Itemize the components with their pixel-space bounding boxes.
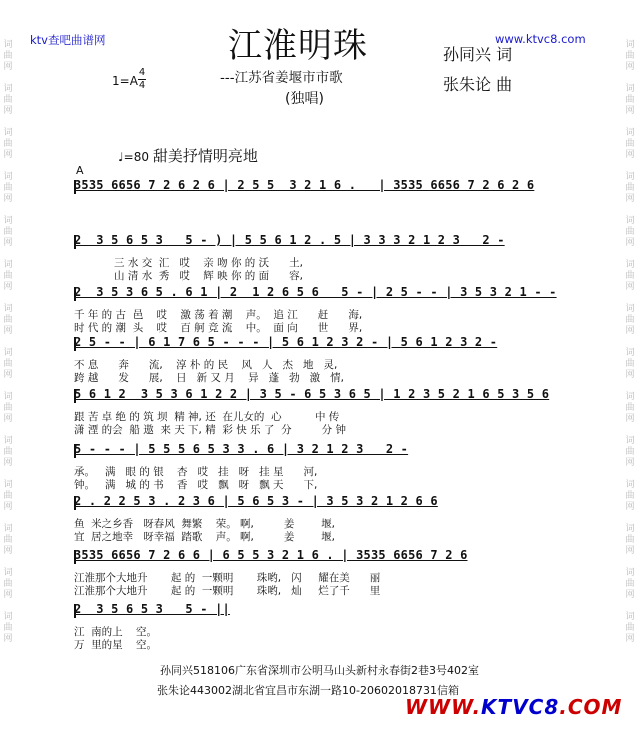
side-watermark-left: [2, 40, 14, 645]
side-watermark-char: 词: [3, 304, 13, 314]
side-watermark-char: 曲: [625, 95, 635, 105]
composer: 张朱论 曲: [443, 75, 513, 94]
side-watermark-char: [624, 117, 636, 128]
side-watermark-char: 网: [3, 326, 13, 336]
side-watermark-char: 曲: [625, 51, 635, 61]
side-watermark-char: 网: [3, 634, 13, 644]
side-watermark-char: 网: [625, 62, 635, 72]
side-watermark-char: [2, 469, 14, 480]
lyric-line: 承。 满 眼 的 银 杏 哎 挂 呀 挂 星 河,: [74, 466, 318, 478]
time-bottom: 4: [138, 80, 146, 91]
side-watermark-char: 曲: [625, 623, 635, 633]
side-watermark-char: 词: [3, 612, 13, 622]
side-watermark-char: 曲: [625, 447, 635, 457]
side-watermark-char: [624, 293, 636, 304]
side-watermark-char: 曲: [625, 359, 635, 369]
side-watermark-char: 曲: [625, 579, 635, 589]
side-watermark-char: 网: [625, 194, 635, 204]
footer-line-1: 孙同兴518106广东省深圳市公明马山头新村永春街2巷3号402室: [160, 664, 479, 677]
side-watermark-char: [624, 425, 636, 436]
lyric-line: 钟。 满 城 的 书 香 哎 飘 呀 飘 天 下,: [74, 479, 318, 491]
key-signature: 1=A: [112, 74, 138, 88]
time-top: 4: [138, 67, 146, 78]
side-watermark-char: [624, 205, 636, 216]
side-watermark-char: 词: [3, 348, 13, 358]
side-watermark-char: [2, 73, 14, 84]
side-watermark-char: 网: [3, 62, 13, 72]
side-watermark-char: 曲: [3, 623, 13, 633]
lyric-line: 江 南的上 空。: [74, 626, 158, 638]
watermark-www: WWW.: [405, 695, 482, 719]
side-watermark-char: [624, 513, 636, 524]
notation-row: 2 3 5 3 6 5 . 6 1 | 2 1 2 6 5 6 5 - | 2 5 - - | 3 5 3 2 1 - -: [74, 285, 557, 299]
side-watermark-char: 网: [625, 106, 635, 116]
watermark-ktv: KTVC8: [481, 695, 560, 719]
lyric-line: 潇 湮 的会 船 遨 来 天 下, 精 彩 快 乐 了 分 分 钟: [74, 424, 346, 436]
lyric-line: 江淮那个大地升 起 的 一颗明 珠哟, 闪 耀在美 丽: [74, 572, 381, 584]
lyric-line: 时 代 的 潮 头 哎 百 舸 竞 流 中。 面 向 世 界,: [74, 322, 363, 334]
side-watermark-char: 词: [625, 568, 635, 578]
side-watermark-char: 曲: [3, 535, 13, 545]
side-watermark-char: 网: [625, 546, 635, 556]
side-watermark-char: 词: [3, 128, 13, 138]
side-watermark-char: 网: [3, 458, 13, 468]
side-watermark-char: 曲: [625, 227, 635, 237]
side-watermark-char: 曲: [625, 183, 635, 193]
lyric-line: 万 里的星 空。: [74, 639, 158, 651]
notation-row: 2 3 5 6 5 3 5 - ) | 5 5 6 1 2 . 5 | 3 3 3 2 1 2 3 2 -: [74, 233, 505, 247]
side-watermark-char: [2, 425, 14, 436]
side-watermark-char: 曲: [625, 271, 635, 281]
side-watermark-char: 曲: [625, 139, 635, 149]
side-watermark-char: 曲: [3, 315, 13, 325]
side-watermark-char: 曲: [3, 447, 13, 457]
side-watermark-char: 网: [625, 238, 635, 248]
side-watermark-char: 曲: [3, 51, 13, 61]
side-watermark-char: [624, 557, 636, 568]
section-marker: A: [76, 164, 84, 177]
side-watermark-char: 词: [3, 216, 13, 226]
side-watermark-char: 网: [3, 546, 13, 556]
side-watermark-char: 词: [3, 260, 13, 270]
side-watermark-char: 词: [625, 260, 635, 270]
side-watermark-char: 词: [625, 348, 635, 358]
lyric-line: 宜 居之地幸 呀幸福 踏歌 声。 啊, 姜 堰,: [74, 531, 335, 543]
side-watermark-char: 词: [625, 128, 635, 138]
side-watermark-char: 词: [625, 216, 635, 226]
side-watermark-char: 曲: [3, 359, 13, 369]
side-watermark-char: 词: [625, 40, 635, 50]
side-watermark-char: 词: [625, 436, 635, 446]
side-watermark-char: 词: [3, 40, 13, 50]
notation-row: 3535 6656 7 2 6 2 6 | 2 5 5 3 2 1 6 . | 3535 6656 7 2 6 2 6: [74, 178, 535, 192]
side-watermark-char: [2, 117, 14, 128]
side-watermark-char: 曲: [3, 491, 13, 501]
side-watermark-char: 网: [625, 590, 635, 600]
side-watermark-char: 曲: [625, 315, 635, 325]
side-watermark-char: [624, 601, 636, 612]
tempo-mark: ♩=80: [118, 150, 149, 164]
lyric-line: 山 清 水 秀 哎 辉 映 你 的 面 容,: [74, 270, 303, 282]
side-watermark-char: 网: [3, 106, 13, 116]
side-watermark-char: [2, 293, 14, 304]
side-watermark-char: 词: [625, 84, 635, 94]
side-watermark-char: 词: [625, 480, 635, 490]
side-watermark-char: 词: [625, 304, 635, 314]
notation-row: 2 5 - - | 6 1 7 6 5 - - - | 5 6 1 2 3 2 - | 5 6 1 2 3 2 -: [74, 335, 498, 349]
lyric-line: 鱼 米之乡香 呀春风 舞繁 荣。 啊, 姜 堰,: [74, 518, 335, 530]
side-watermark-char: 词: [3, 568, 13, 578]
notation-row: 5 - - - | 5 5 5 6 5 3 3 . 6 | 3 2 1 2 3 2 -: [74, 442, 409, 456]
side-watermark-char: 网: [3, 194, 13, 204]
side-watermark-char: 网: [3, 414, 13, 424]
side-watermark-char: 词: [3, 392, 13, 402]
side-watermark-char: [624, 337, 636, 348]
side-watermark-char: 词: [3, 436, 13, 446]
side-watermark-char: 网: [625, 414, 635, 424]
side-watermark-char: 曲: [625, 403, 635, 413]
side-watermark-char: 曲: [3, 183, 13, 193]
side-watermark-char: 曲: [3, 95, 13, 105]
side-watermark-char: 网: [625, 326, 635, 336]
side-watermark-char: 词: [3, 524, 13, 534]
side-watermark-char: 曲: [625, 491, 635, 501]
lyric-line: 跟 苦 卓 绝 的 筑 坝 精 神, 还 在儿女的 心 中 传: [74, 411, 340, 423]
side-watermark-char: 曲: [3, 227, 13, 237]
side-watermark-char: 曲: [625, 535, 635, 545]
side-watermark-char: [2, 381, 14, 392]
lyric-line: 不 息 奔 流, 淳 朴 的 民 风 人 杰 地 灵,: [74, 359, 338, 371]
expression-mark: 甜美抒情明亮地: [152, 147, 258, 165]
side-watermark-char: 词: [625, 172, 635, 182]
side-watermark-char: 词: [3, 84, 13, 94]
subtitle: ---江苏省姜堰市市歌: [220, 70, 343, 86]
side-watermark-char: 网: [625, 458, 635, 468]
side-watermark-char: [2, 601, 14, 612]
side-watermark-char: 网: [625, 282, 635, 292]
side-watermark-char: 曲: [3, 271, 13, 281]
side-watermark-char: [2, 205, 14, 216]
side-watermark-char: [624, 73, 636, 84]
side-watermark-char: 网: [3, 150, 13, 160]
performance-type: (独唱): [285, 91, 324, 107]
lyric-line: 三 水 交 汇 哎 亲 吻 你 的 沃 土,: [74, 257, 303, 269]
side-watermark-char: [2, 337, 14, 348]
side-watermark-char: [2, 161, 14, 172]
tempo-line: [118, 145, 258, 166]
side-watermark-char: 网: [625, 370, 635, 380]
side-watermark-char: [624, 249, 636, 260]
side-watermark-char: 词: [3, 172, 13, 182]
footer-watermark: [405, 695, 622, 719]
side-watermark-char: 网: [3, 282, 13, 292]
side-watermark-char: 网: [625, 634, 635, 644]
side-watermark-char: 曲: [3, 403, 13, 413]
time-signature: [138, 68, 146, 91]
side-watermark-char: 词: [625, 524, 635, 534]
lyric-line: 跨 越 发 展, 日 新 又 月 异 蓬 勃 激 情,: [74, 372, 345, 384]
notation-row: 5 6 1 2 3 5 3 6 1 2 2 | 3 5 - 6 5 3 6 5 | 1 2 3 5 2 1 6 5 3 5 6: [74, 387, 550, 401]
notation-row: 3535 6656 7 2 6 6 | 6 5 5 3 2 1 6 . | 3535 6656 7 2 6: [74, 548, 468, 562]
watermark-com: .COM: [559, 695, 623, 719]
side-watermark-char: 曲: [3, 579, 13, 589]
side-watermark-char: 词: [3, 480, 13, 490]
side-watermark-char: 网: [625, 150, 635, 160]
side-watermark-char: 网: [3, 502, 13, 512]
side-watermark-char: 曲: [3, 139, 13, 149]
side-watermark-char: 词: [625, 612, 635, 622]
side-watermark-char: [2, 513, 14, 524]
footer-line-2: 张朱论443002湖北省宜昌市东湖一路10-20602018731信箱: [157, 684, 459, 697]
side-watermark-char: 网: [3, 370, 13, 380]
side-watermark-char: 网: [3, 238, 13, 248]
site-name-left: ktv查吧曲谱网: [30, 33, 106, 47]
notation-row: 2 . 2 2 5 3 . 2 3 6 | 5 6 5 3 - | 3 5 3 2 1 2 6 6: [74, 494, 438, 508]
site-url-right: www.ktvc8.com: [495, 32, 586, 46]
notation-row: 2 3 5 6 5 3 5 - ||: [74, 602, 230, 616]
side-watermark-char: 网: [625, 502, 635, 512]
side-watermark-char: [2, 557, 14, 568]
page-title: 江淮明珠: [228, 26, 368, 66]
lyric-line: 千 年 的 古 邑 哎 激 荡 着 潮 声。 追 江 赶 海,: [74, 309, 363, 321]
lyric-line: 江淮那个大地升 起 的 一颗明 珠哟, 灿 烂了千 里: [74, 585, 381, 597]
lyricist: 孙同兴 词: [443, 45, 513, 64]
side-watermark-char: 词: [625, 392, 635, 402]
side-watermark-char: 网: [3, 590, 13, 600]
side-watermark-right: [624, 40, 636, 645]
side-watermark-char: [624, 381, 636, 392]
side-watermark-char: [624, 161, 636, 172]
side-watermark-char: [2, 249, 14, 260]
side-watermark-char: [624, 469, 636, 480]
